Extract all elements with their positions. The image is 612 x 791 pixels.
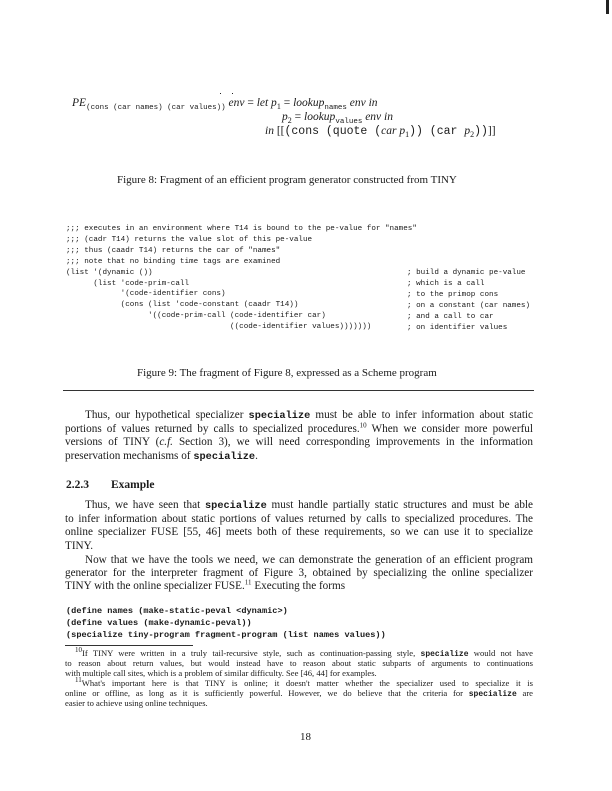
text-line — [65, 436, 533, 449]
text-segment: values — [335, 118, 363, 126]
formula-segments — [225, 97, 378, 112]
text-line — [65, 513, 533, 526]
section-number: 2.2.3 — [66, 479, 89, 491]
inline-code: )) (car — [409, 125, 465, 138]
pe-subscript: (cons (car names) (car values)) — [86, 104, 226, 112]
inline-code: specialize — [420, 650, 469, 659]
inline-code: specialize — [193, 451, 256, 463]
code-line: (cons (list 'code-constant (caadr T14)) — [66, 301, 299, 310]
scan-dot — [220, 93, 221, 94]
text-segment: p — [464, 125, 471, 137]
text-segment: Thus, we have seen that — [85, 499, 205, 511]
inline-code: specialize — [248, 410, 311, 422]
footnote-rule — [65, 645, 193, 646]
scan-dot — [232, 93, 233, 94]
text-segment: car p — [381, 125, 406, 137]
text-segment: TINY. — [65, 540, 94, 552]
text-line — [65, 567, 533, 580]
text-segment: Section 3), we will need corresponding improvements in the information — [172, 436, 533, 448]
text-segment: What's important here is that TINY is online; it doesn't matter whether the specializer used to specialize it is — [81, 678, 533, 688]
inline-code: (cons (quote ( — [284, 125, 382, 138]
page-number: 18 — [300, 731, 311, 743]
text-line — [65, 658, 533, 668]
text-line — [65, 554, 533, 567]
figure9-comments — [407, 268, 530, 333]
text-segment: online specializer FUSE [55, 46] meets both of these requirements, so we can use it to specialize — [65, 526, 533, 538]
text-segment: 2 — [470, 130, 475, 139]
text-segment: 1 — [276, 102, 281, 111]
figure9-caption: Figure 9: The fragment of Figure 8, expressed as a Scheme program — [137, 367, 437, 379]
code-line: (define names (make-static-peval <dynamic>) — [66, 606, 288, 616]
footnote-marker: 11 — [244, 578, 252, 587]
text-line — [65, 698, 533, 708]
text-line — [65, 409, 533, 422]
text-segment: p — [282, 111, 288, 123]
text-segment: c.f. — [159, 436, 173, 448]
text-line — [65, 526, 533, 539]
inline-code: )) — [474, 125, 488, 138]
code-line: '(code-identifier cons) — [66, 290, 226, 299]
text-segment: Now that we have the tools we need, we can demonstrate the generation of an efficient program — [85, 554, 533, 566]
text-line — [65, 499, 533, 512]
code-line: (list '(dynamic ()) — [66, 268, 153, 277]
text-segment: names — [324, 104, 347, 112]
text-segment: must handle partially static structures and must be able — [266, 499, 533, 511]
text-segment: are — [516, 688, 533, 698]
code-line: ;;; thus (caadr T14) returns the car of "names" — [66, 246, 281, 255]
text-segment: When we consider more powerful — [366, 423, 533, 435]
text-segment: = — [280, 97, 294, 109]
code-comment: ; on a constant (car names) — [407, 301, 531, 310]
text-line — [65, 423, 533, 436]
text-segment: generator for the interpreter fragment of Figure 3, obtained by specializing the online specializer — [65, 567, 533, 579]
text-segment: portions of values returned by calls to specialized procedures. — [65, 423, 360, 435]
text-line — [65, 648, 533, 658]
code-comment: ; on identifier values — [407, 323, 508, 332]
text-segment: env in — [346, 97, 378, 109]
inline-code: specialize — [468, 690, 517, 699]
text-line — [65, 668, 533, 678]
text-segment: TINY with the online specializer FUSE. — [65, 580, 245, 592]
text-line — [65, 580, 533, 593]
text-segment: 1 — [405, 130, 410, 139]
text-segment: versions of TINY ( — [65, 436, 160, 448]
code-line: ;;; executes in an environment where T14 is bound to the pe-value for "names" — [66, 225, 417, 233]
text-segment: env in — [362, 111, 393, 123]
figure8-formula-line1 — [72, 97, 378, 112]
scan-mark — [606, 0, 609, 14]
code-line: ;;; note that no binding time tags are examined — [66, 257, 281, 266]
text-segment: lookup — [304, 111, 336, 123]
text-line — [65, 450, 533, 463]
code-comment: ; and a call to car — [407, 312, 494, 321]
code-comment: ; to the primop cons — [407, 290, 499, 299]
figure8-formula-line3 — [265, 125, 496, 137]
text-segment: ]] — [487, 125, 496, 137]
text-segment: to reason about return values, but would instead have to reason about static subparts of arguments to continuations — [65, 658, 533, 668]
code-line: (define values (make-dynamic-peval)) — [66, 618, 252, 629]
text-segment: env — [225, 97, 245, 109]
section-title: Example — [111, 479, 155, 491]
code-line: (list 'code-prim-call — [66, 279, 190, 288]
footnote-marker: 10 — [359, 421, 367, 430]
text-segment: must be able to infer information about static — [310, 409, 533, 421]
text-segment: preservation mechanisms of — [65, 450, 194, 462]
text-segment: If TINY were written in a truly tail-recursive style, such as continuation-passing style, — [82, 648, 421, 658]
text-line — [65, 540, 533, 553]
text-segment: in — [265, 125, 277, 137]
text-segment: Executing the forms — [251, 580, 346, 592]
text-segment: lookup — [293, 97, 325, 109]
figure8-caption: Figure 8: Fragment of an efficient program generator constructed from TINY — [117, 174, 457, 186]
code-comment: ; which is a call — [407, 279, 485, 288]
text-segment: . — [255, 450, 258, 462]
section-heading — [66, 478, 154, 492]
text-segment: would not have — [468, 648, 533, 658]
figure-divider — [63, 390, 534, 391]
text-segment: with multiple call sites, which is a problem of similar difficulty. See [46, 44] for examples. — [65, 668, 377, 678]
text-segment: [[ — [276, 125, 285, 137]
code-line: ((code-identifier values))))))) — [66, 323, 372, 332]
text-line — [65, 678, 533, 688]
text-segment: Thus, our hypothetical specializer — [85, 409, 249, 421]
text-segment: = — [291, 111, 304, 123]
code-comment: ; build a dynamic pe-value — [407, 269, 526, 277]
code-line: (specialize tiny-program fragment-program (list names values)) — [66, 630, 386, 641]
text-line — [65, 688, 533, 698]
code-line: ;;; (cadr T14) returns the value slot of this pe-value — [66, 235, 313, 244]
text-segment: let p — [256, 97, 277, 109]
code-forms — [66, 605, 386, 642]
footnote-marker: 10 — [75, 646, 82, 655]
code-line: '((code-prim-call (code-identifier car) — [66, 312, 326, 321]
text-segment: to infer information about static portions of values returned by calls to specialized procedures. The — [65, 513, 533, 525]
figure8-formula-line2 — [282, 111, 393, 126]
figure9-code — [66, 224, 417, 333]
inline-code: specialize — [204, 500, 267, 512]
footnote-marker: 11 — [75, 676, 82, 685]
pe-symbol: PE — [72, 97, 87, 109]
text-segment: = — [244, 97, 257, 109]
text-segment: online or offline, as long as it is sufficiently powerful. However, we do believe that the criteria for — [65, 688, 469, 698]
text-segment: easier to achieve using online techniques. — [65, 698, 208, 708]
text-segment: 2 — [287, 116, 292, 125]
